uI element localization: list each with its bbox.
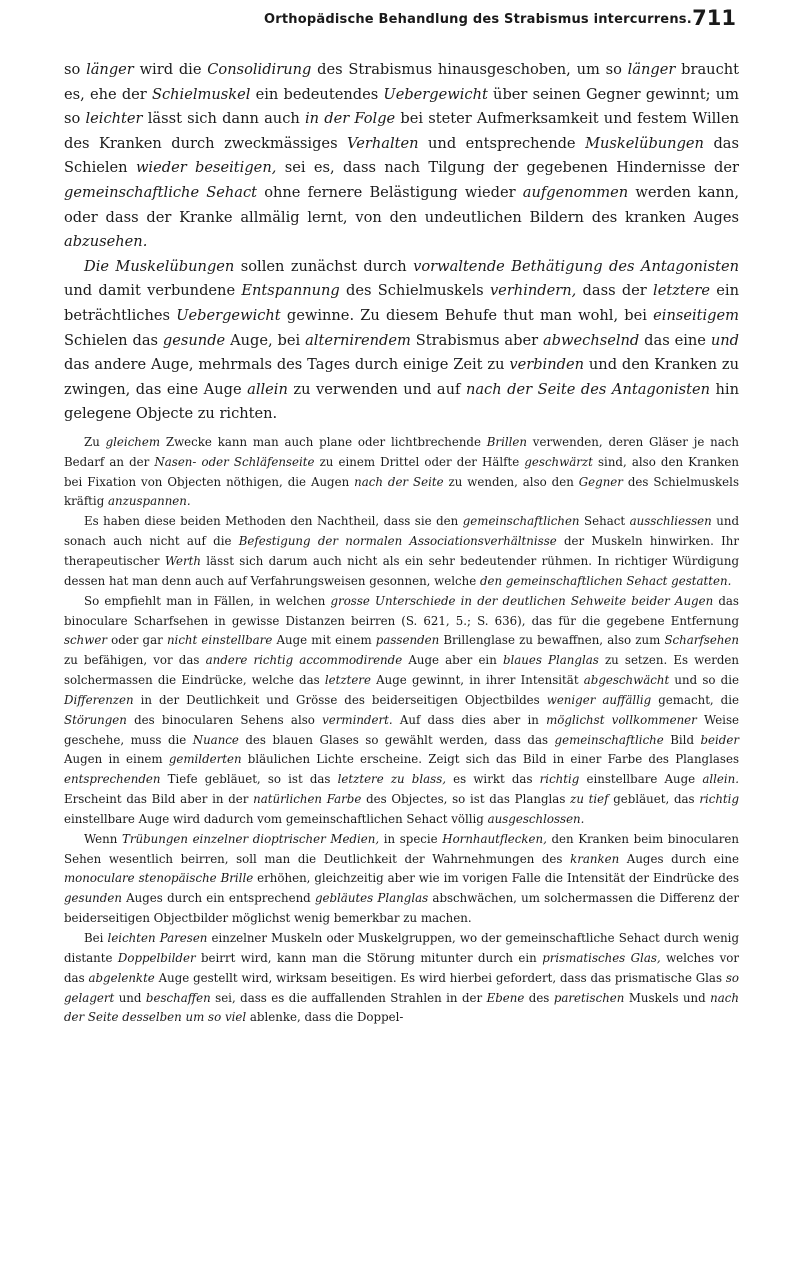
text-run: in specie	[379, 831, 443, 846]
emphasis-text: passenden	[375, 633, 440, 648]
emphasis-text: alternirendem	[305, 331, 411, 349]
emphasis-text: allein	[247, 380, 288, 398]
text-run: Weise geschehe, muss die	[64, 712, 739, 747]
text-run: ein beträchtliches	[64, 282, 739, 324]
text-run: einzelner Muskeln oder Muskelgruppen, wo der gemeinschaftliche Sehact durch wenig distante	[64, 931, 739, 965]
text-run: Schielen das	[64, 331, 163, 349]
text-run: des Strabismus hinausgeschoben, um so	[311, 61, 628, 78]
emphasis-text: so gelagert	[64, 970, 739, 1005]
emphasis-text: geschwärzt	[524, 454, 593, 469]
text-run: Auges durch eine	[619, 851, 740, 866]
text-run: abschwächen, um solchermassen die Differenz der beiderseitigen Objectbilder möglichst wenig bemerkbar zu machen.	[64, 891, 739, 926]
emphasis-text: Muskelübungen	[585, 134, 704, 152]
emphasis-text: anzuspannen.	[108, 494, 191, 509]
emphasis-text: Gegner	[578, 474, 623, 489]
emphasis-text: verhindern,	[489, 282, 577, 300]
text-run: Bild	[663, 732, 701, 747]
text-run: Auge, bei	[225, 331, 306, 349]
text-run: des Objectes, so ist das Planglas	[361, 792, 571, 807]
paragraph	[64, 512, 739, 591]
emphasis-text: länger	[86, 61, 134, 78]
emphasis-text: prismatisches Glas,	[542, 950, 661, 965]
text-run: lässt sich dann auch	[142, 110, 305, 128]
text-run: und sonach auch nicht auf die	[64, 514, 740, 549]
emphasis-text: Die Muskelübungen	[84, 257, 235, 275]
emphasis-text: vermindert.	[322, 712, 393, 727]
emphasis-text: ausgeschlossen.	[487, 811, 585, 826]
text-run: zu befähigen, vor das	[64, 653, 206, 668]
emphasis-text: den gemeinschaftlichen Sehact gestatten.	[479, 573, 732, 588]
text-run: Auge gewinnt, in ihrer Intensität	[370, 673, 584, 688]
emphasis-text: entsprechenden	[64, 772, 161, 787]
text-run: des binocularen Sehens also	[126, 712, 323, 727]
text-run: es wirkt das	[446, 772, 540, 787]
text-run: des Schielmuskels	[339, 282, 490, 300]
emphasis-text: Uebergewicht	[383, 85, 488, 103]
text-run: bläulichen Lichte erscheine. Zeigt sich das Bild in einer Farbe des Planglases	[241, 752, 739, 767]
emphasis-text: nach der Seite des Antagonisten	[465, 380, 711, 398]
text-run: Es haben diese beiden Methoden den Nachtheil, dass sie den	[84, 514, 463, 529]
text-run: dass der	[576, 282, 654, 300]
text-run: zu wenden, also den	[443, 474, 579, 489]
paragraph	[64, 255, 739, 427]
paragraph	[64, 58, 739, 255]
emphasis-text: länger	[627, 61, 676, 78]
emphasis-text: ausschliessen	[629, 514, 712, 529]
text-run: zu setzen. Es werden solchermassen die Eindrücke, welche das	[64, 653, 739, 688]
text-run: Bei	[84, 931, 108, 945]
emphasis-text: blaues Planglas	[502, 653, 599, 668]
emphasis-text: letztere	[324, 673, 371, 688]
text-run: lässt sich darum auch nicht als ein sehr bedeutender rühmen. In richtiger Würdigung dessen hat man denn auch auf Verfahrungsweisen gesonnen, welche	[64, 553, 740, 588]
text-run: sei es, dass nach Tilgung der gegebenen Hindernisse der	[276, 159, 740, 177]
emphasis-text: monoculare stenopäische Brille	[64, 871, 254, 886]
emphasis-text: Scharfsehen	[664, 633, 740, 648]
text-run: das Schielen	[64, 134, 739, 177]
emphasis-text: leichten Paresen	[107, 931, 208, 945]
emphasis-text: nach der Seite	[354, 474, 444, 489]
emphasis-text: grosse Unterschiede in der deutlichen Sehweite beider Augen	[330, 593, 714, 608]
emphasis-text: Doppelbilder	[117, 950, 196, 965]
text-run: in der Deutlichkeit und Grösse des beiderseitigen Objectbildes	[133, 692, 547, 707]
emphasis-text: abgeschwächt	[583, 673, 670, 688]
text-run: gewinne. Zu diesem Behufe thut man wohl, bei	[280, 306, 654, 324]
emphasis-text: gesunden	[64, 891, 122, 906]
text-run: sollen zunächst durch	[234, 257, 414, 275]
text-run: wird die	[133, 61, 208, 78]
emphasis-text: vorwaltende Bethätigung des Antagonisten	[413, 257, 739, 275]
emphasis-text: gemeinschaftlichen	[462, 514, 580, 529]
header-title: Orthopädische Behandlung des Strabismus intercurrens.	[264, 12, 692, 27]
emphasis-text: wieder beseitigen,	[135, 159, 277, 177]
text-run: zu einem Drittel oder der Hälfte	[314, 454, 525, 469]
paragraph	[64, 592, 739, 830]
emphasis-text: Nuance	[192, 732, 239, 747]
emphasis-text: abgelenkte	[88, 970, 155, 985]
text-run: und damit verbundene	[64, 282, 242, 300]
emphasis-text: gemilderten	[168, 752, 242, 767]
emphasis-text: gebläutes Planglas	[314, 891, 429, 906]
text-run: gemacht, die	[651, 692, 739, 707]
emphasis-text: nach der Seite desselben um so viel	[64, 990, 739, 1025]
emphasis-text: Verhalten	[347, 134, 419, 152]
text-run: Sehact	[579, 514, 630, 529]
emphasis-text: richtig	[699, 792, 739, 807]
text-run: einstellbare Auge wird dadurch vom gemeinschaftlichen Sehact völlig	[64, 811, 488, 826]
text-run: werden kann, oder dass der Kranke allmälig lernt, von den undeutlichen Bildern des kranken Auges	[64, 183, 739, 226]
emphasis-text: Befestigung der normalen Associationsverhältnisse	[238, 534, 557, 549]
text-run: das binoculare Scharfsehen in gewisse Distanzen beirren (S. 621, 5.; S. 636), das für die gegebene Entfernung	[64, 593, 739, 628]
emphasis-text: natürlichen Farbe	[253, 792, 362, 807]
text-run: gebläuet, das	[608, 792, 700, 807]
text-run: einstellbare Auge	[579, 772, 703, 787]
emphasis-text: richtig	[539, 772, 580, 787]
text-run: ein bedeutendes	[250, 85, 384, 103]
emphasis-text: beider	[700, 732, 739, 747]
emphasis-text: zu tief	[570, 792, 609, 807]
emphasis-text: abzusehen.	[64, 233, 148, 251]
emphasis-text: Werth	[164, 553, 201, 568]
emphasis-text: Störungen	[64, 712, 127, 727]
emphasis-text: letztere	[653, 282, 711, 300]
text-run: sind, also den Kranken bei Fixation von Objecten nöthigen, die Augen	[64, 454, 739, 489]
text-run: Augen in einem	[64, 752, 169, 767]
text-run: bei steter Aufmerksamkeit und festem Willen des Kranken durch zweckmässiges	[64, 110, 740, 152]
emphasis-text: gemeinschaftliche Sehact	[64, 183, 258, 201]
text-run: Auge gestellt wird, wirksam beseitigen. Es wird hierbei gefordert, dass das prismatische Glas	[154, 970, 726, 985]
text-run: erhöhen, gleichzeitig aber wie im vorigen Falle die Intensität der Eindrücke des	[253, 871, 739, 886]
text-run: Auf dass dies aber in	[392, 712, 547, 727]
body-text	[64, 58, 739, 1028]
emphasis-text: andere richtig accommodirende	[205, 653, 403, 668]
text-run: welches vor das	[64, 950, 739, 985]
text-run: Strabismus aber	[410, 331, 543, 349]
emphasis-text: gleichem	[105, 434, 161, 449]
emphasis-text: letztere zu blass,	[337, 772, 446, 787]
emphasis-text: leichter	[85, 110, 143, 128]
text-run: über seinen Gegner gewinnt; um so	[64, 85, 739, 128]
emphasis-text: Brillen	[486, 434, 527, 449]
emphasis-text: nicht einstellbare	[166, 633, 273, 648]
emphasis-text: schwer	[64, 633, 107, 648]
emphasis-text: Differenzen	[64, 692, 134, 707]
emphasis-text: allein.	[702, 772, 739, 787]
text-run: des	[524, 990, 554, 1005]
emphasis-text: weniger auffällig	[546, 692, 652, 707]
emphasis-text: einseitigem	[653, 306, 739, 324]
text-run: das eine	[639, 331, 711, 349]
emphasis-text: Ebene	[486, 990, 525, 1005]
text-run: und so die	[669, 673, 739, 688]
text-run: Zwecke kann man auch plane oder lichtbrechende	[160, 434, 487, 449]
text-run: so	[64, 61, 87, 78]
emphasis-text: beschaffen	[145, 990, 211, 1005]
text-run: Auge mit einem	[272, 633, 376, 648]
text-run: hin gelegene Objecte zu richten.	[64, 380, 739, 423]
text-run: das andere Auge, mehrmals des Tages durch einige Zeit zu	[64, 356, 510, 374]
text-run: braucht es, ehe der	[64, 61, 740, 103]
text-run: Auge aber ein	[402, 653, 503, 668]
emphasis-text: paretischen	[553, 990, 625, 1005]
text-run: des blauen Glases so gewählt werden, dass das	[238, 732, 555, 747]
text-run: der Muskeln hinwirken. Ihr therapeutischer	[64, 534, 740, 568]
running-header	[64, 4, 736, 34]
text-run: So empfiehlt man in Fällen, in welchen	[84, 593, 331, 608]
text-run: zu verwenden und auf	[287, 380, 466, 398]
emphasis-text: gesunde	[162, 331, 226, 349]
emphasis-text: verbinden	[509, 356, 585, 374]
text-run: ohne fernere Belästigung wieder	[257, 183, 523, 201]
text-run: ablenke, dass die Doppel-	[246, 1010, 404, 1025]
text-run: des Schielmuskels kräftig	[64, 474, 739, 509]
text-run: Muskels und	[624, 990, 711, 1005]
text-run: beirrt wird, kann man die Störung mitunter durch ein	[195, 950, 543, 965]
emphasis-text: aufgenommen	[522, 183, 629, 201]
paragraph	[64, 830, 739, 929]
page-number: 711	[692, 6, 736, 30]
emphasis-text: abwechselnd	[542, 331, 640, 349]
emphasis-text: Entspannung	[241, 282, 340, 300]
text-run: Erscheint das Bild aber in der	[64, 792, 254, 807]
text-run: Auges durch ein entsprechend	[121, 891, 315, 906]
emphasis-text: Uebergewicht	[176, 306, 281, 324]
emphasis-text: Trübungen einzelner dioptrischer Medien,	[121, 831, 380, 846]
text-run: verwenden, deren Gläser je nach Bedarf an der	[64, 434, 739, 469]
paragraph	[64, 929, 739, 1028]
text-run: und entsprechende	[418, 134, 586, 152]
text-run: sei, dass es die auffallenden Strahlen in der	[210, 990, 487, 1005]
emphasis-text: gemeinschaftliche	[554, 732, 664, 747]
text-run: Zu	[84, 434, 106, 449]
emphasis-text: und	[710, 331, 739, 349]
text-run: und	[114, 990, 146, 1005]
emphasis-text: möglichst vollkommener	[546, 712, 697, 727]
emphasis-text: kranken	[570, 851, 620, 866]
emphasis-text: Nasen- oder Schläfenseite	[154, 454, 315, 469]
text-run: Tiefe gebläuet, so ist das	[160, 772, 338, 787]
emphasis-text: in der Folge	[305, 110, 396, 128]
emphasis-text: Consolidirung	[207, 61, 312, 78]
emphasis-text: Schielmuskel	[151, 85, 251, 103]
emphasis-text: Hornhautflecken,	[442, 831, 547, 846]
text-run: Brillenglase zu bewaffnen, also zum	[439, 633, 665, 648]
text-run: und den Kranken zu zwingen, das eine Auge	[64, 356, 739, 398]
paragraph	[64, 433, 739, 512]
text-run: den Kranken beim binocularen Sehen wesentlich beirren, soll man die Deutlichkeit der Wahrnehmungen des	[64, 831, 740, 866]
text-run: Wenn	[84, 831, 122, 846]
text-run: oder gar	[106, 633, 167, 648]
